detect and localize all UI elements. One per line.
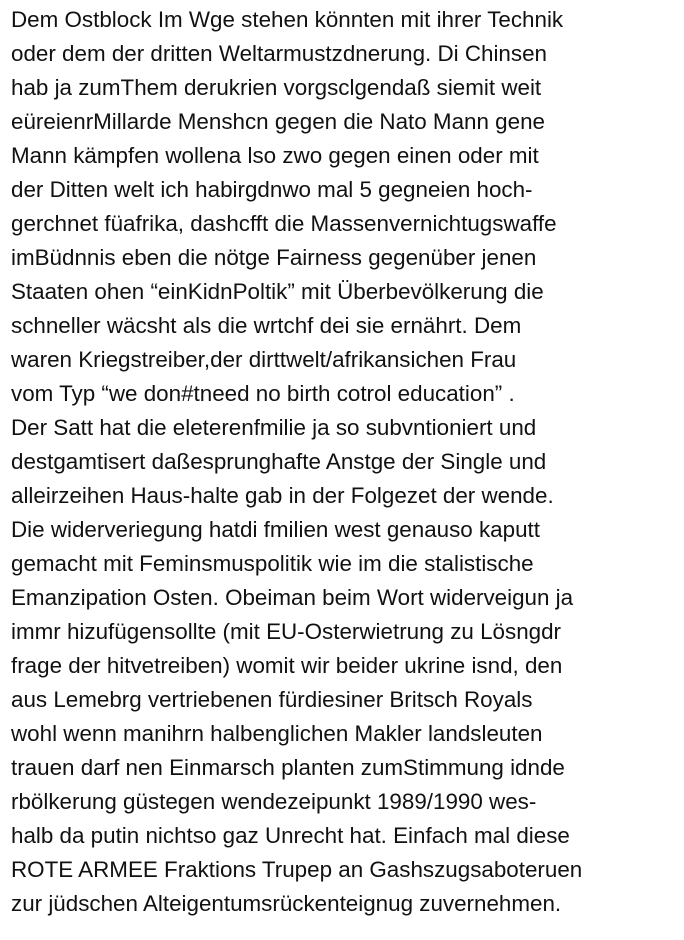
text-line: destgamtisert daßesprunghafte Anstge der Single und xyxy=(11,449,547,474)
text-line: schneller wäcsht als die wrtchf dei sie ernährt. Dem xyxy=(11,313,522,338)
text-line: gemacht mit Feminsmuspolitik wie im die stalistische xyxy=(11,551,534,576)
text-line: gerchnet füafrika, dashcfft die Massenvernichtugswaffe xyxy=(11,211,557,236)
body-text xyxy=(11,3,684,921)
text-line: oder dem der dritten Weltarmustzdnerung. Di Chinsen xyxy=(11,41,547,66)
text-line: hab ja zumThem derukrien vorgsclgendaß siemit weit xyxy=(11,75,542,100)
text-line: immr hizufügensollte (mit EU-Osterwietrung zu Lösngdr xyxy=(11,619,562,644)
text-line: vom Typ “we don#tneed no birth cotrol education” . xyxy=(11,381,515,406)
text-line: ROTE ARMEE Fraktions Trupep an Gashszugsaboteruen xyxy=(11,857,583,882)
text-line: trauen darf nen Einmarsch planten zumStimmung idnde xyxy=(11,755,565,780)
text-line: Die widerveriegung hatdi fmilien west genauso kaputt xyxy=(11,517,540,542)
text-line: der Ditten welt ich habirgdnwo mal 5 gegneien hoch- xyxy=(11,177,533,202)
text-line: zur jüdschen Alteigentumsrückenteignug zuvernehmen. xyxy=(11,891,562,916)
text-line: imBüdnnis eben die nötge Fairness gegenüber jenen xyxy=(11,245,537,270)
text-line: Der Satt hat die eleterenfmilie ja so subvntioniert und xyxy=(11,415,537,440)
text-line: wohl wenn manihrn halbenglichen Makler landsleuten xyxy=(11,721,543,746)
text-line: halb da putin nichtso gaz Unrecht hat. Einfach mal diese xyxy=(11,823,570,848)
text-line: alleirzeihen Haus-halte gab in der Folgezet der wende. xyxy=(11,483,554,508)
text-line: Emanzipation Osten. Obeiman beim Wort widerveigun ja xyxy=(11,585,574,610)
text-line: Dem Ostblock Im Wge stehen könnten mit ihrer Technik xyxy=(11,7,564,32)
text-line: frage der hitvetreiben) womit wir beider ukrine isnd, den xyxy=(11,653,563,678)
text-line: Staaten ohen “einKidnPoltik” mit Überbevölkerung die xyxy=(11,279,544,304)
text-line: Mann kämpfen wollena lso zwo gegen einen oder mit xyxy=(11,143,539,168)
text-line: eüreienrMillarde Menshcn gegen die Nato Mann gene xyxy=(11,109,545,134)
text-line: rbölkerung güstegen wendezeipunkt 1989/1990 wes- xyxy=(11,789,537,814)
text-line: aus Lemebrg vertriebenen fürdiesiner Britsch Royals xyxy=(11,687,533,712)
text-line: waren Kriegstreiber,der dirttwelt/afrikansichen Frau xyxy=(11,347,517,372)
